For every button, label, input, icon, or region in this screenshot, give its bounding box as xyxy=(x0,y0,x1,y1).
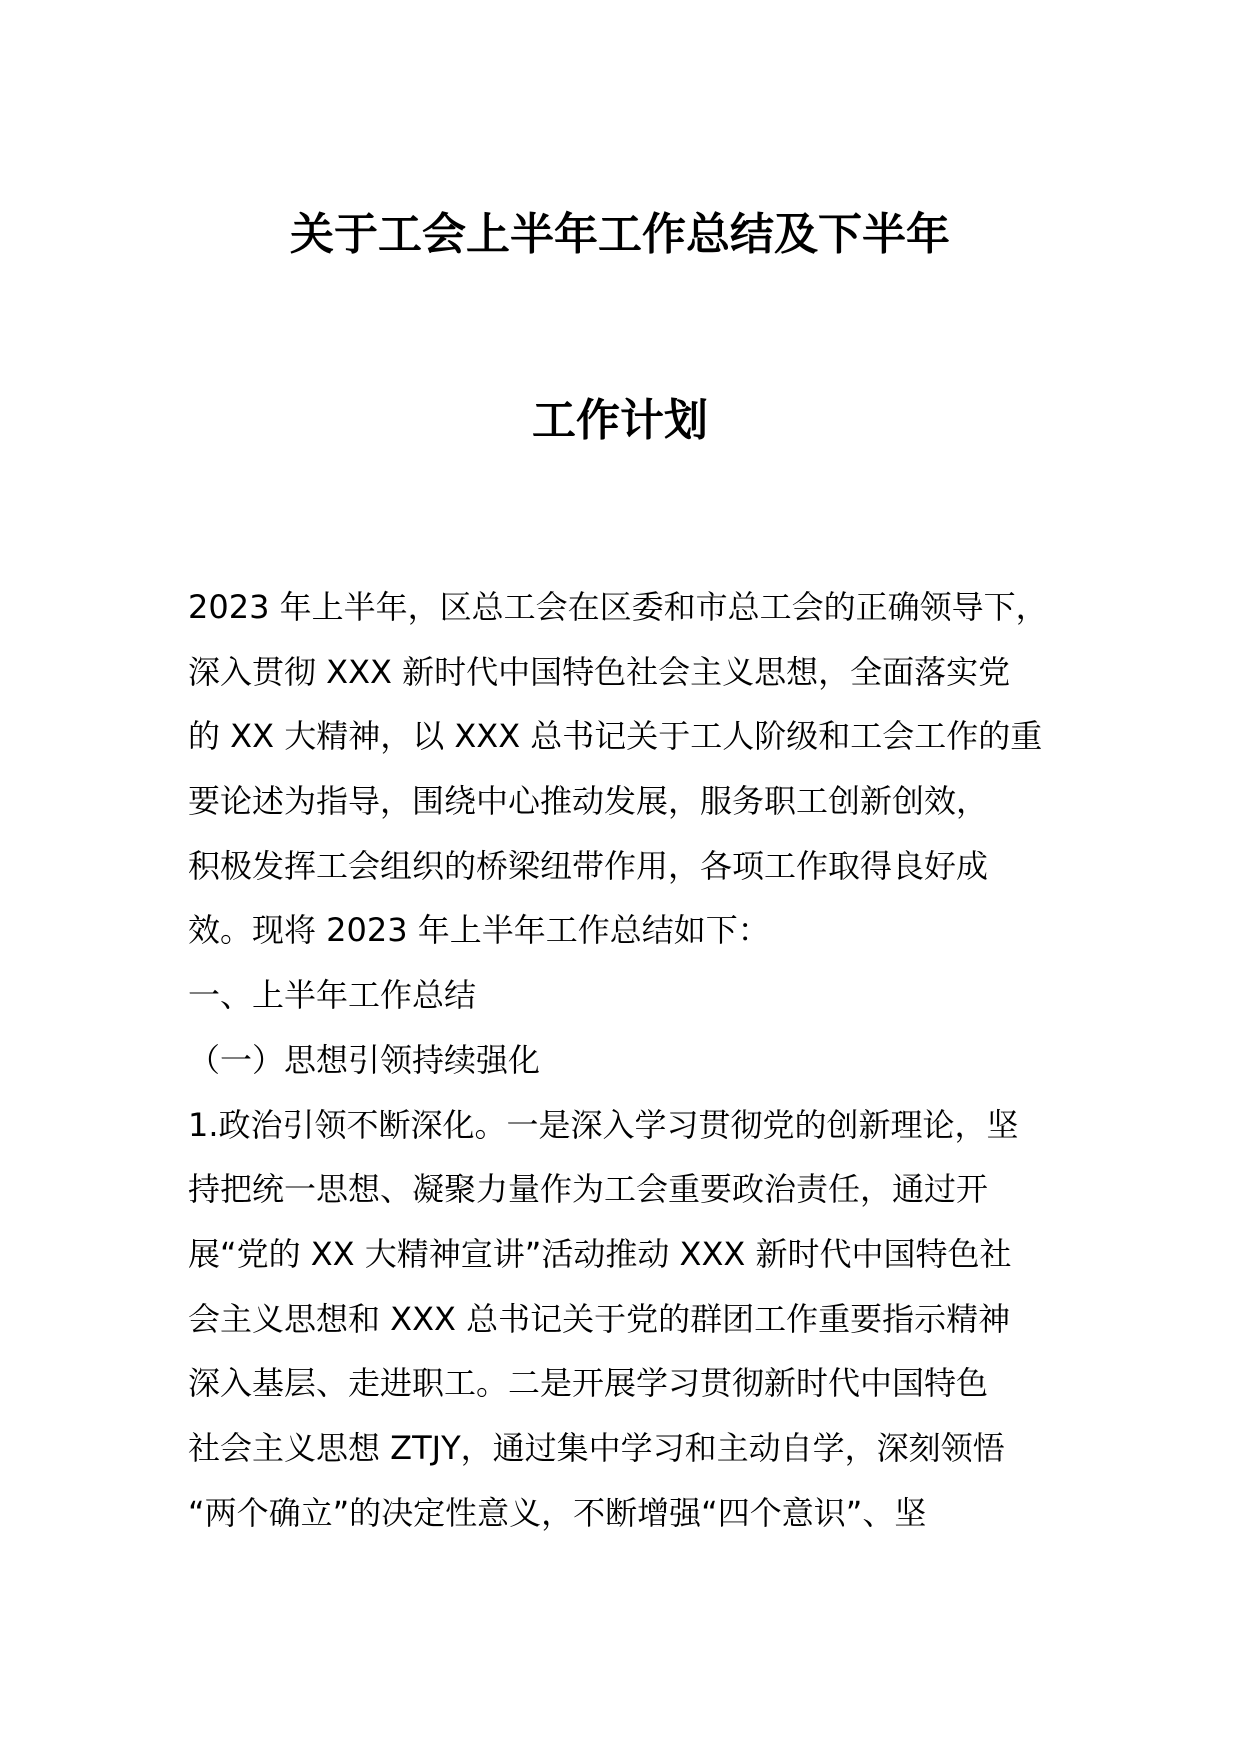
body-line: 会主义思想和 XXX 总书记关于党的群团工作重要指示精神 xyxy=(188,1299,1011,1338)
body-line: 持把统一思想、凝聚力量作为工会重要政治责任，通过开 xyxy=(188,1170,989,1209)
subsection-heading: （一）思想引领持续强化 xyxy=(188,1040,541,1079)
body-line: 积极发挥工会组织的桥梁纽带作用，各项工作取得良好成 xyxy=(188,846,989,885)
body-line: 深入基层、走进职工。二是开展学习贯彻新时代中国特色 xyxy=(188,1364,989,1403)
body-line: 社会主义思想 ZTJY，通过集中学习和主动自学，深刻领悟 xyxy=(188,1428,1005,1467)
body-line: 的 XX 大精神，以 XXX 总书记关于工人阶级和工会工作的重 xyxy=(188,717,1043,756)
body-line: 深入贯彻 XXX 新时代中国特色社会主义思想，全面落实党 xyxy=(188,652,1011,691)
body-line: 效。现将 2023 年上半年工作总结如下： xyxy=(188,911,770,950)
body-line: 1.政治引领不断深化。一是深入学习贯彻党的创新理论，坚 xyxy=(188,1105,1019,1144)
body-line: “两个确立”的决定性意义，不断增强“四个意识”、坚 xyxy=(188,1493,927,1532)
document-title-line-2: 工作计划 xyxy=(532,395,708,446)
body-line: 要论述为指导，围绕中心推动发展，服务职工创新创效， xyxy=(188,782,989,821)
document-body xyxy=(188,575,1068,1545)
document-title-line-1: 关于工会上半年工作总结及下半年 xyxy=(290,209,950,260)
section-heading: 一、上半年工作总结 xyxy=(188,976,477,1015)
body-line: 展“党的 XX 大精神宣讲”活动推动 XXX 新时代中国特色社 xyxy=(188,1234,1012,1273)
body-line: 2023 年上半年，区总工会在区委和市总工会的正确领导下， xyxy=(188,588,1048,626)
